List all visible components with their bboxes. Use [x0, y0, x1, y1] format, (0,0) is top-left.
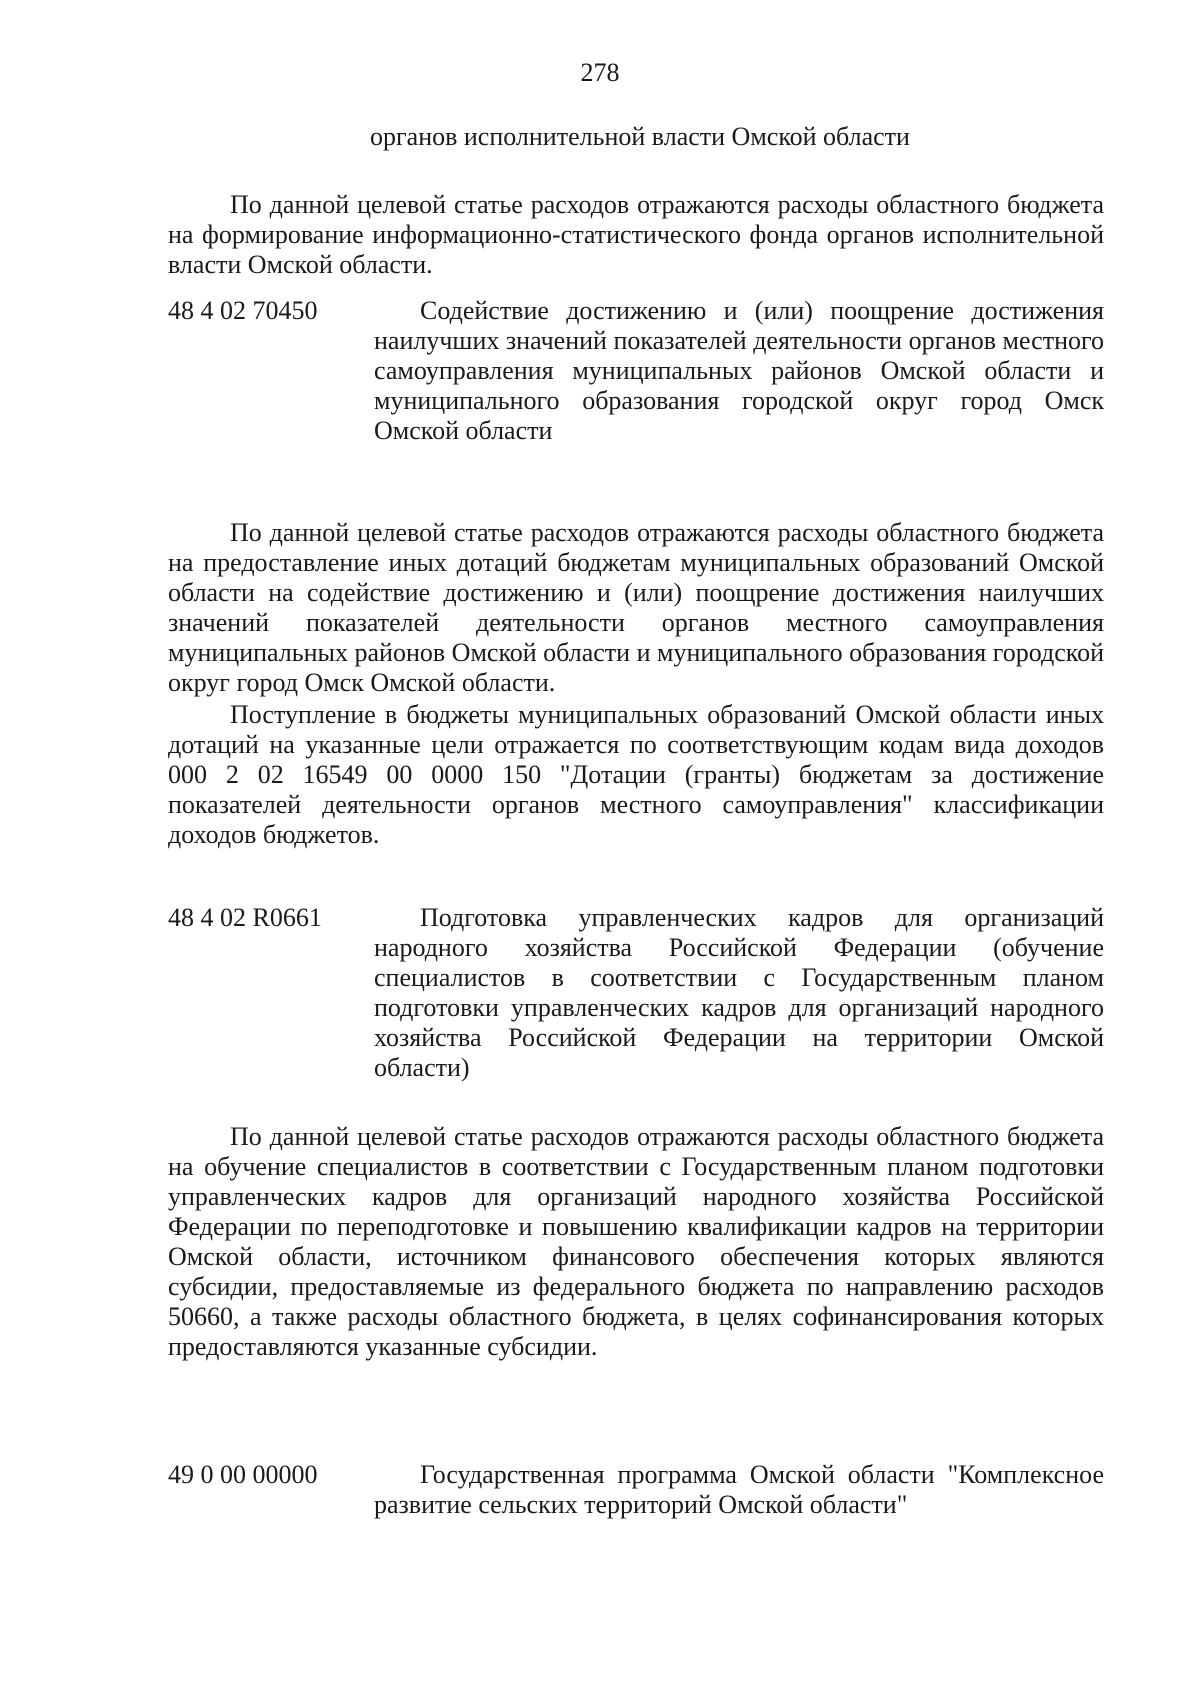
entry-title: Подготовка управленческих кадров для организаций народного хозяйства Российской Федерации (обучение специалистов в соответствии с Государственным планом подготовки управленческих кадров для организаций народного хозяйства Российской Федерации на территории Омской области) [374, 903, 1104, 1082]
paragraph-2: По данной целевой статье расходов отражаются расходы областного бюджета на предоставление иных дотаций бюджетам муниципальных образований Омской области на содействие достижению и (или) поощрение достижения наилучших значений показателей деятельности органов местного самоуправления муниципальных районов Омской области и муниципального образования городской округ город Омск Омской области. [168, 518, 1104, 697]
page-number: 278 [580, 58, 620, 87]
entry-title: Содействие достижению и (или) поощрение достижения наилучших значений показателей деятельности органов местного самоуправления муниципальных районов Омской области и муниципального образования городской округ город Омск Омской области [374, 296, 1104, 445]
paragraph-3: Поступление в бюджеты муниципальных образований Омской области иных дотаций на указанные цели отражается по соответствующим кодам вида доходов 000 2 02 16549 00 0000 150 "Дотации (гранты) бюджетам за достижение показателей деятельности органов местного самоуправления" классификации доходов бюджетов. [168, 700, 1104, 849]
paragraph-1: По данной целевой статье расходов отражаются расходы областного бюджета на формирование информационно-статистического фонда органов исполнительной власти Омской области. [168, 190, 1104, 279]
heading-continuation: органов исполнительной власти Омской области [370, 122, 910, 151]
entry-code: 48 4 02 70450 [168, 296, 318, 325]
paragraph-4: По данной целевой статье расходов отражаются расходы областного бюджета на обучение специалистов в соответствии с Государственным планом подготовки управленческих кадров для организаций народного хозяйства Российской Федерации по переподготовке и повышению квалификации кадров на территории Омской области, источником финансового обеспечения которых являются субсидии, предоставляемые из федерального бюджета по направлению расходов 50660, а также расходы областного бюджета, в целях софинансирования которых предоставляются указанные субсидии. [168, 1122, 1104, 1361]
entry-code: 48 4 02 R0661 [168, 903, 322, 932]
entry-code: 49 0 00 00000 [168, 1460, 318, 1489]
entry-title: Государственная программа Омской области "Комплексное развитие сельских территорий Омской области" [374, 1460, 1104, 1519]
